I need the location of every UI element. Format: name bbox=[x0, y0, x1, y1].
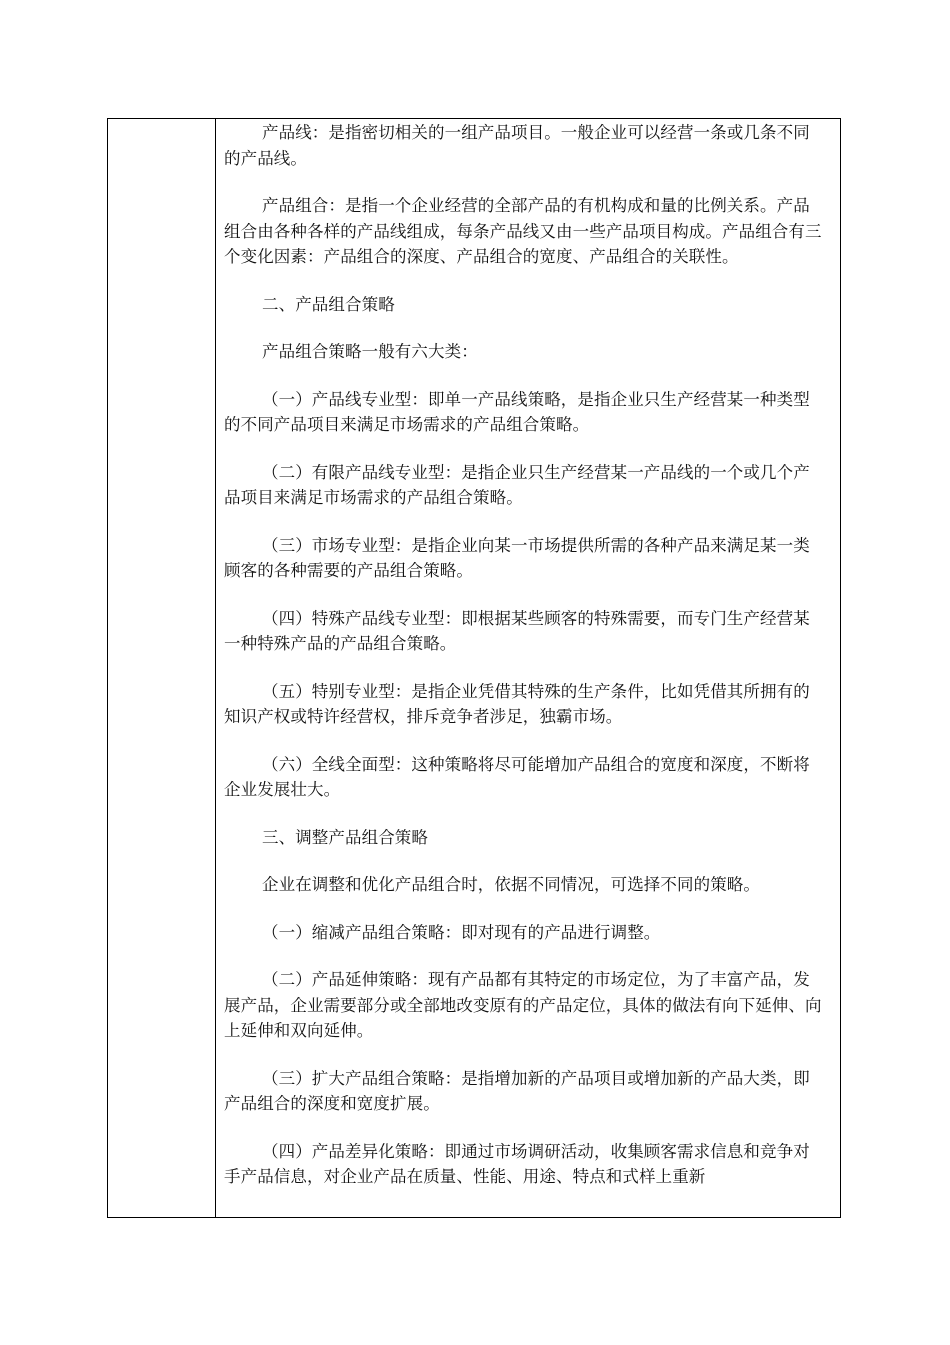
paragraph-adjust-3: （三）扩大产品组合策略：是指增加新的产品项目或增加新的产品大类，即产品组合的深度和宽度扩展。 bbox=[224, 1068, 810, 1113]
section-heading-2: 二、产品组合策略 bbox=[262, 294, 395, 314]
paragraph-adjust-2: （二）产品延伸策略：现有产品都有其特定的市场定位，为了丰富产品，发展产品，企业需要部分或全部地改变原有的产品定位，具体的做法有向下延伸、向上延伸和双向延伸。 bbox=[224, 970, 822, 1040]
paragraph-strategy-intro: 产品组合策略一般有六大类： bbox=[262, 342, 478, 361]
table-content-cell bbox=[216, 119, 840, 1217]
paragraph-product-mix: 产品组合：是指一个企业经营的全部产品的有机构成和量的比例关系。产品组合由各种各样的产品线组成，每条产品线又由一些产品项目构成。产品组合有三个变化因素：产品组合的深度、产品组合的宽度、产品组合的关联性。 bbox=[224, 196, 822, 266]
paragraph-strategy-1: （一）产品线专业型：即单一产品线策略，是指企业只生产经营某一种类型的不同产品项目来满足市场需求的产品组合策略。 bbox=[224, 389, 810, 434]
paragraph-strategy-3: （三）市场专业型：是指企业向某一市场提供所需的各种产品来满足某一类顾客的各种需要的产品组合策略。 bbox=[224, 535, 810, 580]
section-heading-3: 三、调整产品组合策略 bbox=[262, 827, 428, 847]
paragraph-strategy-5: （五）特别专业型：是指企业凭借其特殊的生产条件，比如凭借其所拥有的知识产权或特许经营权，排斥竞争者涉足，独霸市场。 bbox=[224, 681, 810, 726]
document-table bbox=[107, 118, 841, 1218]
paragraph-adjust-1: （一）缩减产品组合策略：即对现有的产品进行调整。 bbox=[262, 922, 661, 942]
table-left-cell bbox=[108, 119, 216, 1217]
paragraph-product-line: 产品线：是指密切相关的一组产品项目。一般企业可以经营一条或几条不同的产品线。 bbox=[224, 123, 810, 168]
paragraph-strategy-4: （四）特殊产品线专业型：即根据某些顾客的特殊需要，而专门生产经营某一种特殊产品的产品组合策略。 bbox=[224, 608, 810, 653]
paragraph-adjust-intro: 企业在调整和优化产品组合时，依据不同情况，可选择不同的策略。 bbox=[262, 875, 760, 894]
paragraph-strategy-6: （六）全线全面型：这种策略将尽可能增加产品组合的宽度和深度，不断将企业发展壮大。 bbox=[224, 754, 810, 799]
paragraph-adjust-4: （四）产品差异化策略：即通过市场调研活动，收集顾客需求信息和竞争对手产品信息，对企业产品在质量、性能、用途、特点和式样上重新 bbox=[224, 1141, 810, 1186]
paragraph-strategy-2: （二）有限产品线专业型：是指企业只生产经营某一产品线的一个或几个产品项目来满足市场需求的产品组合策略。 bbox=[224, 462, 810, 507]
